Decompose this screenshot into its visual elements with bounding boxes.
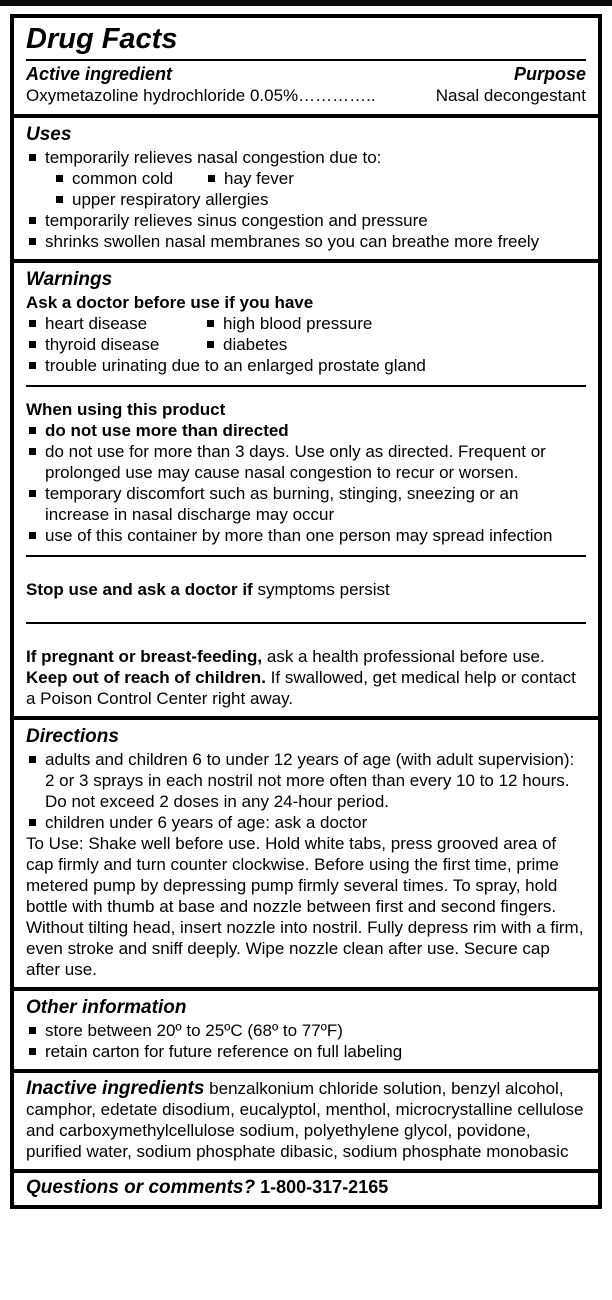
bullet-square-icon bbox=[53, 189, 72, 210]
warning-condition: thyroid disease bbox=[26, 334, 204, 355]
top-scan-edge bbox=[0, 0, 612, 6]
stop-use-statement: Stop use and ask a doctor if symptoms persist bbox=[26, 580, 390, 599]
uses-sub-bullets-row-2 bbox=[53, 189, 586, 210]
bullet-square-icon bbox=[26, 147, 45, 168]
directions-to-use: To Use: Shake well before use. Hold white tabs, press grooved area of cap firmly and turn counter clockwise. Before using the first time, prime metered pump by depressing pump firmly several times. To spray, hold bottle with thumb at base and nozzle between first and second fingers. Without tilting head, insert nozzle into nostril. Fully depress rim with a firm, even stroke and sniff deeply. Wipe nozzle clean after use. Secure cap after use. bbox=[26, 834, 584, 979]
uses-bullet-3: shrinks swollen nasal membranes so you can breathe more freely bbox=[26, 231, 586, 252]
section-active-ingredient bbox=[14, 61, 598, 114]
ask-doctor-row-1 bbox=[26, 313, 586, 334]
questions-row bbox=[26, 1176, 586, 1200]
uses-heading: Uses bbox=[26, 124, 72, 145]
bullet-square-icon bbox=[53, 168, 72, 189]
bullet-square-icon bbox=[26, 210, 45, 231]
uses-sub-bullet: hay fever bbox=[205, 168, 586, 189]
when-using-subhead: When using this product bbox=[26, 400, 226, 419]
warnings-heading: Warnings bbox=[26, 269, 113, 290]
purpose-heading: Purpose bbox=[513, 64, 586, 84]
bullet-square-icon bbox=[26, 441, 45, 483]
bullet-square-icon bbox=[26, 334, 45, 355]
when-using-bullet-1: do not use more than directed bbox=[26, 420, 586, 441]
questions-heading: Questions or comments? bbox=[26, 1177, 256, 1198]
bullet-square-icon bbox=[205, 168, 224, 189]
bullet-square-icon bbox=[26, 1020, 45, 1041]
directions-heading: Directions bbox=[26, 726, 119, 747]
bullet-square-icon bbox=[26, 355, 45, 376]
bullet-square-icon bbox=[26, 313, 45, 334]
section-questions bbox=[14, 1169, 598, 1205]
drug-facts-panel bbox=[10, 14, 602, 1209]
other-info-bullet-2: retain carton for future reference on full labeling bbox=[26, 1041, 586, 1062]
active-ingredient-heading: Active ingredient bbox=[26, 64, 173, 84]
uses-bullet-1: temporarily relieves nasal congestion due to: bbox=[26, 147, 586, 168]
directions-bullet-1: adults and children 6 to under 12 years of age (with adult supervision): 2 or 3 sprays in each nostril not more often than every 10 to 12 hours. Do not exceed 2 doses in any 24-hour period. bbox=[26, 749, 586, 812]
inactive-ingredients-text: Inactive ingredients benzalkonium chloride solution, benzyl alcohol, camphor, edetate disodium, eucalyptol, menthol, microcrystalline cellulose and carboxymethylcellulose sodium, polyethylene glycol, povidone, purified water, sodium phosphate dibasic, sodium phosphate monobasic bbox=[26, 1078, 584, 1161]
uses-sub-bullet: common cold bbox=[53, 168, 205, 189]
bullet-square-icon bbox=[26, 1041, 45, 1062]
keep-out-of-reach-statement: Keep out of reach of children. If swallowed, get medical help or contact a Poison Control Center right away. bbox=[26, 668, 576, 708]
uses-sub-bullets-row-1 bbox=[53, 168, 586, 189]
ask-doctor-row-2 bbox=[26, 334, 586, 355]
bullet-square-icon bbox=[26, 420, 45, 441]
dot-leader: ………….. bbox=[298, 86, 376, 105]
directions-bullet-2: children under 6 years of age: ask a doctor bbox=[26, 812, 586, 833]
when-using-bullet-2: do not use for more than 3 days. Use only as directed. Frequent or prolonged use may cause nasal congestion to recur or worsen. bbox=[26, 441, 586, 483]
active-ingredient-value: Oxymetazoline hydrochloride 0.05% bbox=[26, 86, 299, 105]
section-directions bbox=[14, 716, 598, 987]
section-warnings bbox=[14, 259, 598, 716]
uses-bullet-2: temporarily relieves sinus congestion and pressure bbox=[26, 210, 586, 231]
warning-condition: diabetes bbox=[204, 334, 586, 355]
bullet-square-icon bbox=[204, 334, 223, 355]
page-title: Drug Facts bbox=[26, 23, 178, 55]
uses-sub-bullet: upper respiratory allergies bbox=[53, 189, 586, 210]
warning-condition: high blood pressure bbox=[204, 313, 586, 334]
section-title bbox=[14, 18, 598, 61]
bullet-square-icon bbox=[26, 749, 45, 812]
section-uses bbox=[14, 114, 598, 259]
pregnancy-statement: If pregnant or breast-feeding, ask a health professional before use. bbox=[26, 647, 545, 666]
when-using-bullet-3: temporary discomfort such as burning, stinging, sneezing or an increase in nasal discharge may occur bbox=[26, 483, 586, 525]
bullet-square-icon bbox=[204, 313, 223, 334]
section-other-information bbox=[14, 987, 598, 1069]
bullet-square-icon bbox=[26, 483, 45, 525]
questions-phone-number: 1-800-317-2165 bbox=[255, 1177, 389, 1197]
other-info-bullet-1: store between 20º to 25ºC (68º to 77ºF) bbox=[26, 1020, 586, 1041]
warning-condition: heart disease bbox=[26, 313, 204, 334]
ask-doctor-subhead: Ask a doctor before use if you have bbox=[26, 293, 314, 312]
bullet-square-icon bbox=[26, 812, 45, 833]
other-info-heading: Other information bbox=[26, 997, 187, 1018]
bullet-square-icon bbox=[26, 231, 45, 252]
purpose-value: Nasal decongestant bbox=[435, 86, 586, 105]
bullet-square-icon bbox=[26, 525, 45, 546]
inactive-ingredients-heading: Inactive ingredients bbox=[26, 1078, 205, 1099]
warning-condition: trouble urinating due to an enlarged prostate gland bbox=[26, 355, 586, 376]
when-using-bullet-4: use of this container by more than one person may spread infection bbox=[26, 525, 586, 546]
section-inactive-ingredients bbox=[14, 1069, 598, 1169]
